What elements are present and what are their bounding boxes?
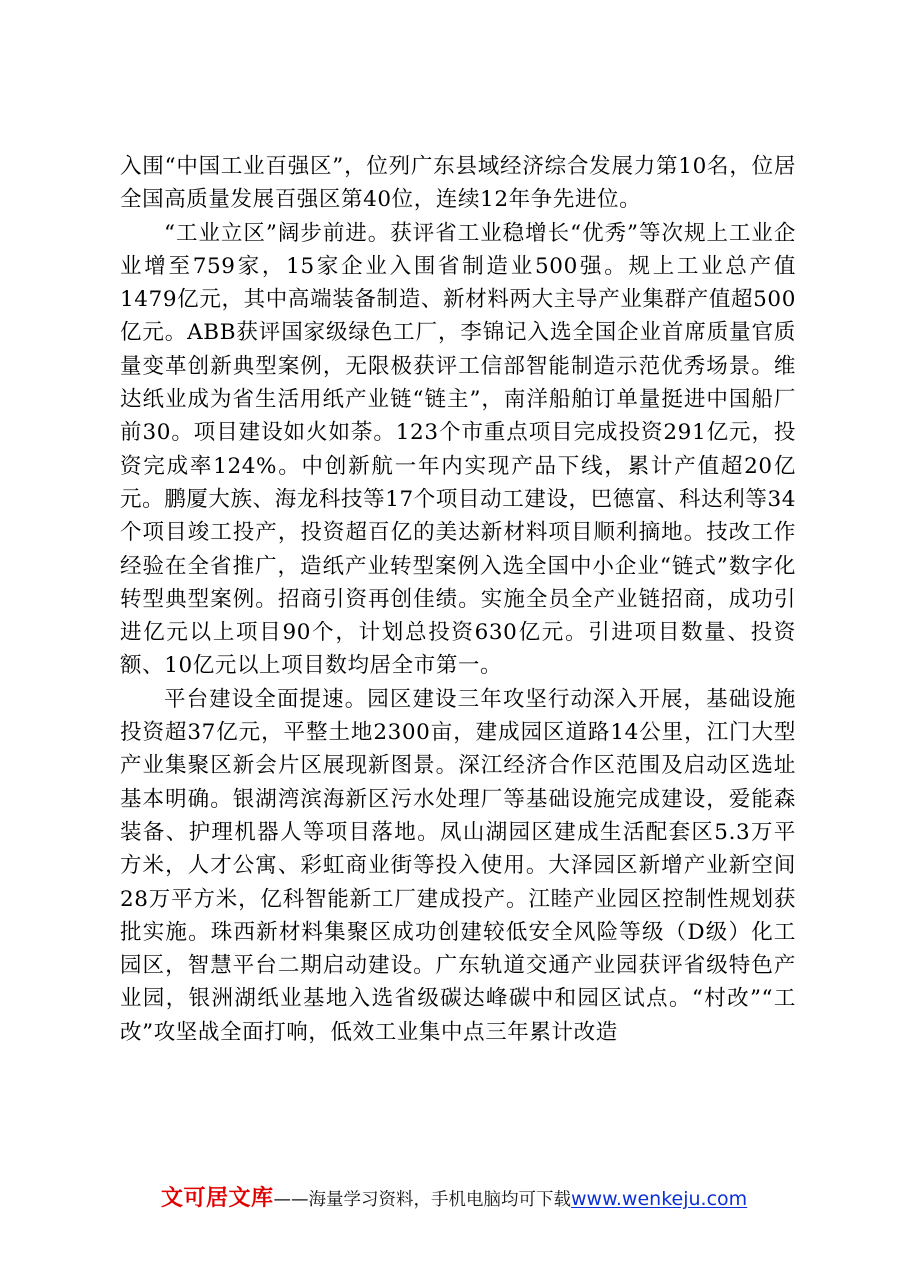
footer-tagline: ——海量学习资料，手机电脑均可下载 xyxy=(273,1190,572,1210)
footer-brand: 文可居文库 xyxy=(161,1186,274,1211)
document-body xyxy=(120,150,796,1049)
paragraph-3: 平台建设全面提速。园区建设三年攻坚行动深入开展，基础设施投资超37亿元，平整土地2300亩，建成园区道路14公里，江门大型产业集聚区新会片区展现新图景。深江经济合作区范围及启动区选址基本明确。银湖湾滨海新区污水处理厂等基础设施完成建设，爱能森装备、护理机器人等项目落地。凤山湖园区建成生活配套区5.3万平方米，人才公寓、彩虹商业街等投入使用。大泽园区新增产业新空间28万平方米，亿科智能新工厂建成投产。江睦产业园区控制性规划获批实施。珠西新材料集聚区成功创建较低安全风险等级（D级）化工园区，智慧平台二期启动建设。广东轨道交通产业园获评省级特色产业园，银洲湖纸业基地入选省级碳达峰碳中和园区试点。“村改”“工改”攻坚战全面打响，低效工业集中点三年累计改造 xyxy=(120,686,796,1045)
paragraph-2: “工业立区”阔步前进。获评省工业稳增长“优秀”等次规上工业企业增至759家，15家企业入围省制造业500强。规上工业总产值1479亿元，其中高端装备制造、新材料两大主导产业集群产值超500亿元。ABB获评国家级绿色工厂，李锦记入选全国企业首席质量官质量变革创新典型案例，无限极获评工信部智能制造示范优秀场景。维达纸业成为省生活用纸产业链“链主”，南洋船舶订单量挺进中国船厂前30。项目建设如火如荼。123个市重点项目完成投资291亿元，投资完成率124%。中创新航一年内实现产品下线，累计产值超20亿元。鹏厦大族、海龙科技等17个项目动工建设，巴德富、科达利等34个项目竣工投产，投资超百亿的美达新材料项目顺利摘地。技改工作经验在全省推广，造纸产业转型案例入选全国中小企业“链式”数字化转型典型案例。招商引资再创佳绩。实施全员全产业链招商，成功引进亿元以上项目90个，计划总投资630亿元。引进项目数量、投资额、10亿元以上项目数均居全市第一。 xyxy=(120,220,796,679)
footer-website-link[interactable]: www.wenkeju.com xyxy=(571,1188,748,1210)
paragraph-1: 入围“中国工业百强区”，位列广东县域经济综合发展力第10名，位居全国高质量发展百强区第40位，连续12年争先进位。 xyxy=(120,154,796,213)
footer-banner xyxy=(161,1181,801,1211)
